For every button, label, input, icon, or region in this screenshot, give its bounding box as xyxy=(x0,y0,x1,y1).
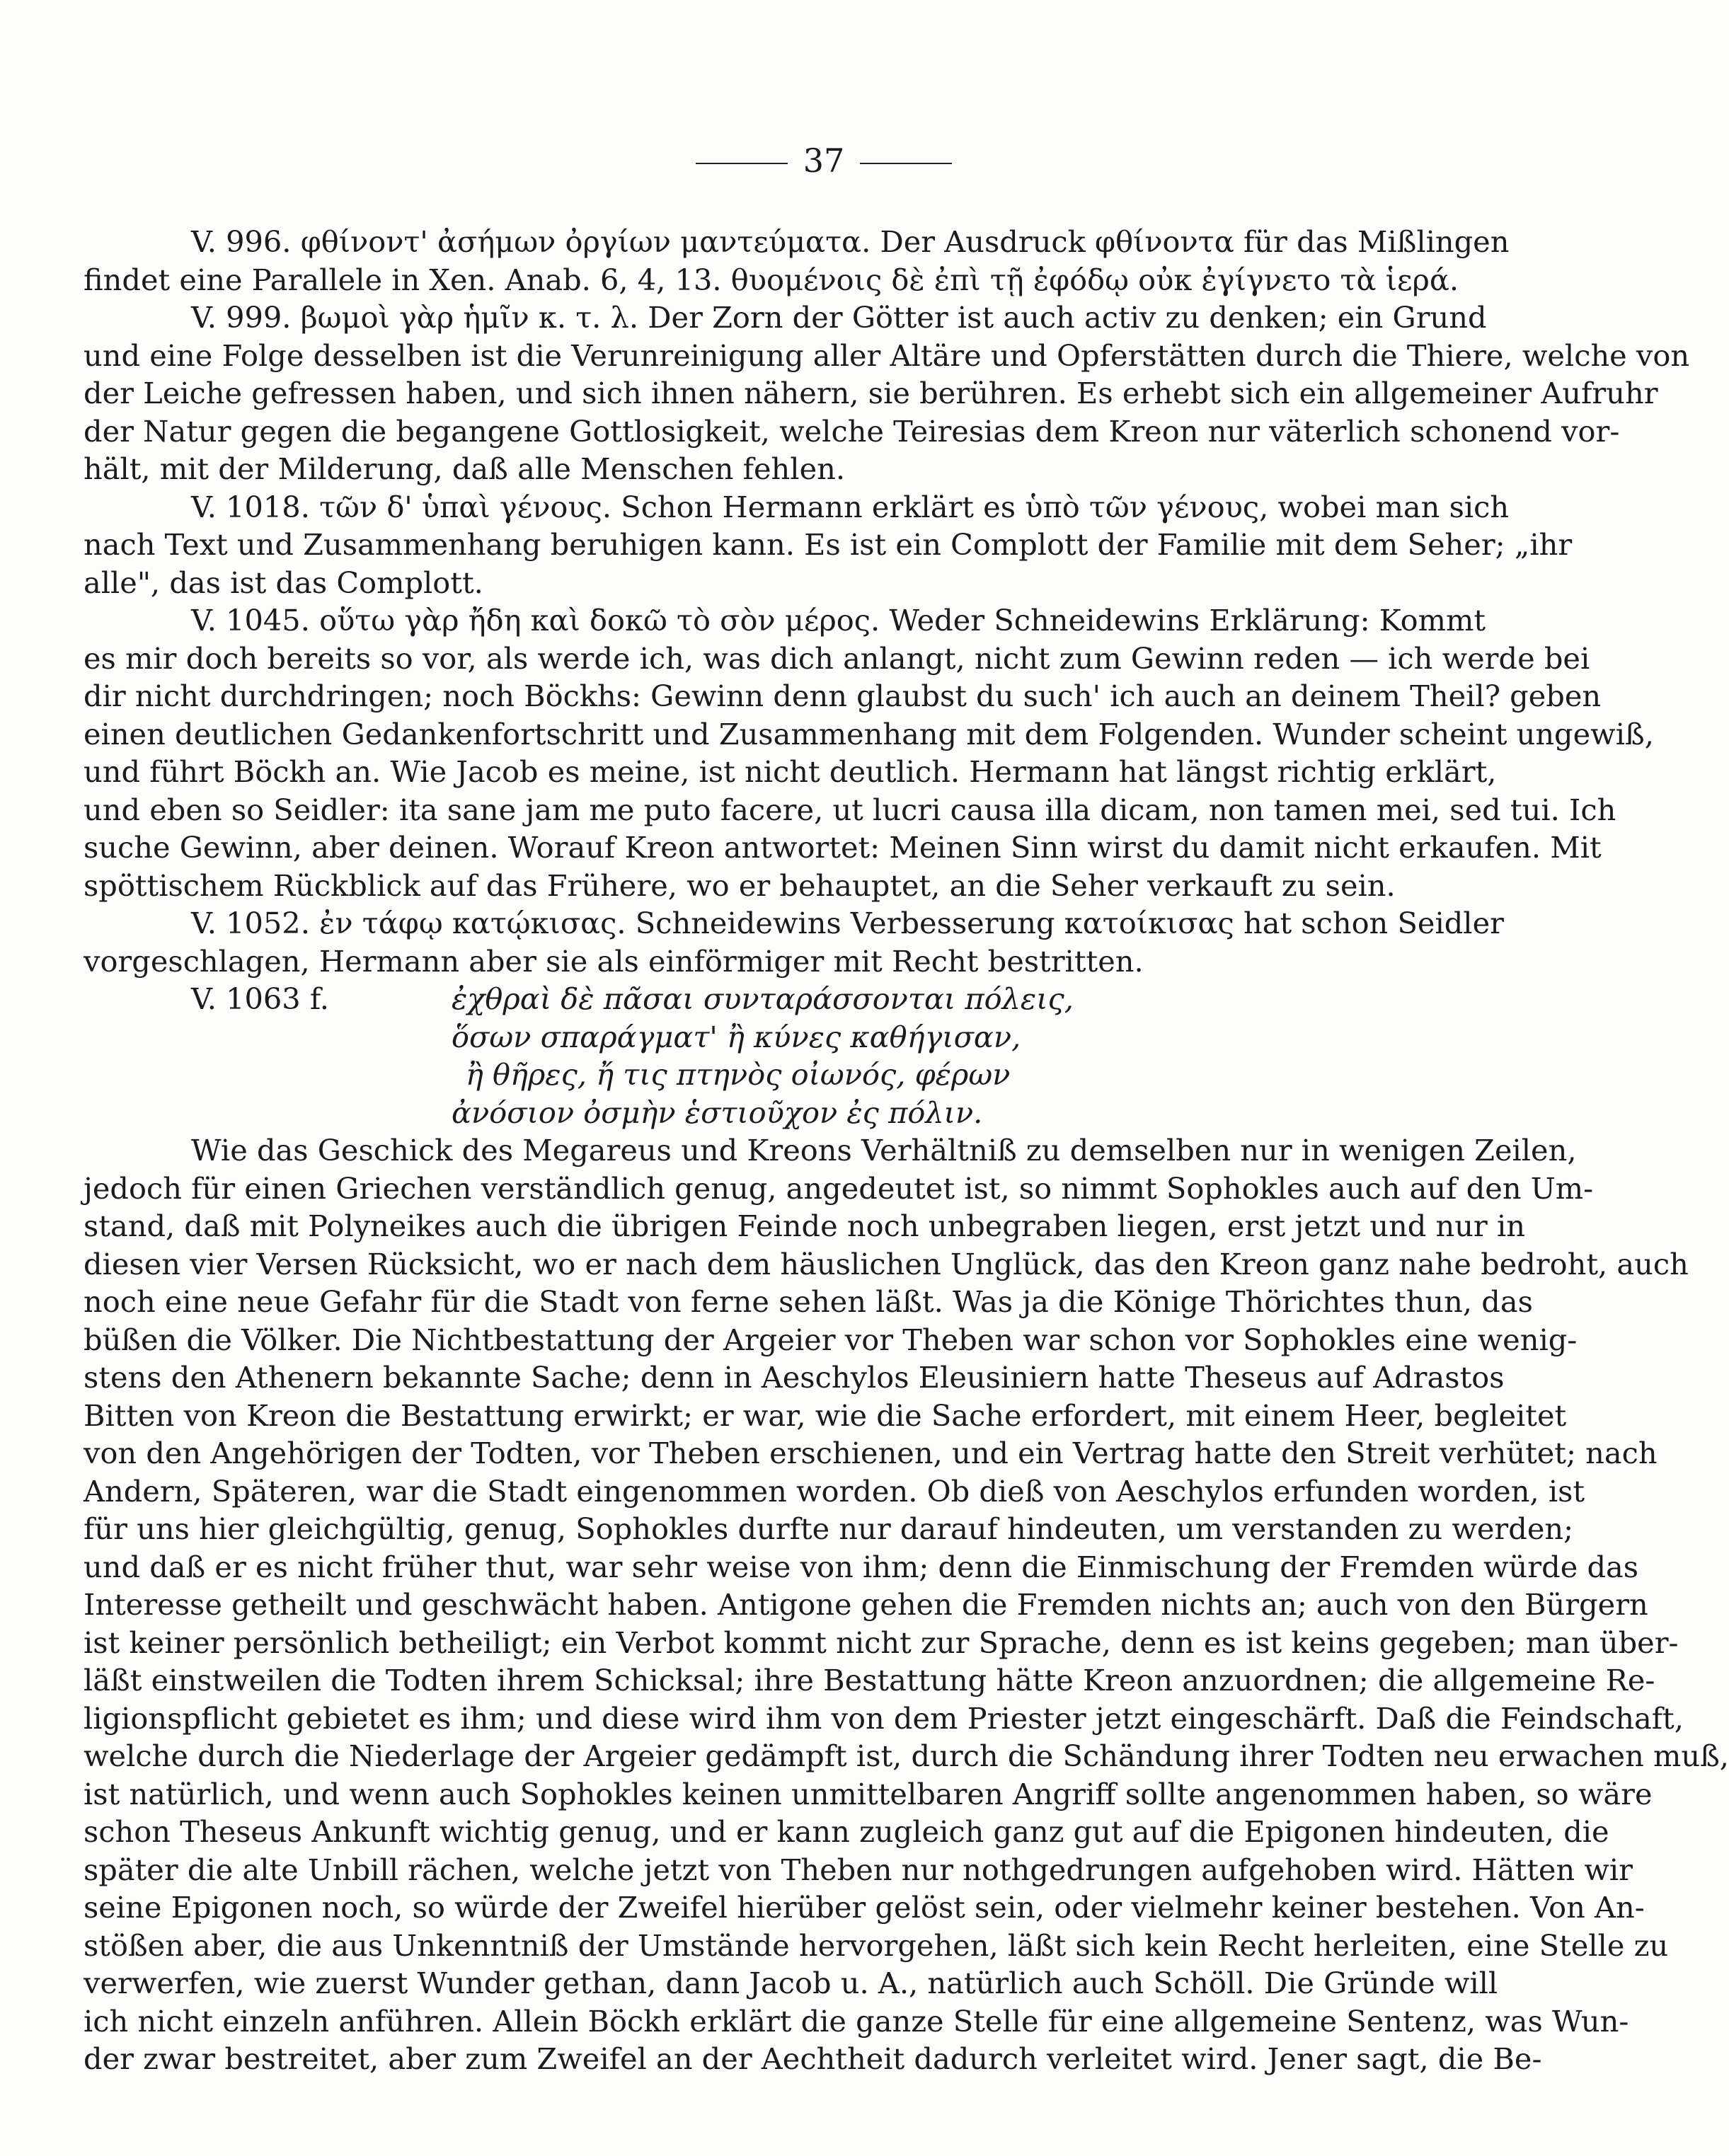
text-line: einen deutlichen Gedankenfortschritt und Zusammenhang mit dem Folgenden. Wunder scheint ungewiß, xyxy=(84,716,1654,751)
text-line: ich nicht einzeln anführen. Allein Böckh erklärt die ganze Stelle für eine allgemeine Sentenz, was Wun- xyxy=(84,2003,1629,2039)
verse-line: ἢ θῆρες, ἤ τις πτηνὸς οἰωνός, φέρων xyxy=(466,1057,1011,1092)
text-line: Bitten von Kreon die Bestattung erwirkt; er war, wie die Sache erfordert, mit einem Heer, begleitet xyxy=(84,1397,1567,1433)
text-line: V. 1045. οὕτω γὰρ ἤδη καὶ δοκῶ τὸ σὸν μέρος. Weder Schneidewins Erklärung: Kommt xyxy=(191,603,1486,638)
text-line: ist keiner persönlich betheiligt; ein Verbot kommt nicht zur Sprache, denn es ist keins gegeben; man über- xyxy=(84,1625,1679,1660)
text-line: schon Theseus Ankunft wichtig genug, und er kann zugleich ganz gut auf die Epigonen hindeuten, die xyxy=(84,1814,1609,1849)
text-line: Interesse getheilt und geschwächt haben. Antigone gehen die Fremden nichts an; auch von den Bürgern xyxy=(84,1587,1648,1622)
page-body xyxy=(84,223,1729,2078)
header-rule-right xyxy=(860,163,952,164)
text-line: und eine Folge desselben ist die Verunreinigung aller Altäre und Opferstätten durch die Thiere, welche von xyxy=(84,338,1690,373)
text-line: jedoch für einen Griechen verständlich genug, angedeutet ist, so nimmt Sophokles auch auf den Um- xyxy=(84,1170,1594,1206)
text-line: spöttischem Rückblick auf das Frühere, wo er behauptet, an die Seher verkauft zu sein. xyxy=(84,867,1396,903)
text-line: V. 996. φθίνοντ' ἀσήμων ὀργίων μαντεύματα. Der Ausdruck φθίνοντα für das Mißlingen xyxy=(191,224,1510,259)
verse-reference: V. 1063 f. xyxy=(191,981,329,1016)
text-line: vorgeschlagen, Hermann aber sie als einförmiger mit Recht bestritten. xyxy=(84,943,1144,979)
text-line: diesen vier Versen Rücksicht, wo er nach dem häuslichen Unglück, das den Kreon ganz nahe bedroht, auch xyxy=(84,1246,1689,1281)
text-line: stens den Athenern bekannte Sache; denn in Aeschylos Eleusiniern hatte Theseus auf Adrastos xyxy=(84,1360,1505,1395)
text-line: Wie das Geschick des Megareus und Kreons Verhältniß zu demselben nur in wenigen Zeilen, xyxy=(191,1133,1577,1168)
text-line: Andern, Späteren, war die Stadt eingenommen worden. Ob dieß von Aeschylos erfunden worden, ist xyxy=(84,1473,1585,1509)
text-line: und führt Böckh an. Wie Jacob es meine, ist nicht deutlich. Hermann hat längst richtig erklärt, xyxy=(84,754,1497,789)
verse-line: ὅσων σπαράγματ' ἢ κύνες καθήγισαν, xyxy=(452,1019,1021,1054)
text-line: büßen die Völker. Die Nichtbestattung der Argeier vor Theben war schon vor Sophokles eine wenig- xyxy=(84,1322,1578,1357)
text-line: V. 1018. τῶν δ' ὑπαὶ γένους. Schon Hermann erklärt es ὑπὸ τῶν γένους, wobei man sich xyxy=(191,489,1510,524)
text-line: der zwar bestreitet, aber zum Zweifel an der Aechtheit dadurch verleitet wird. Jener sagt, die Be- xyxy=(84,2041,1542,2076)
text-line: stand, daß mit Polyneikes auch die übrigen Feinde noch unbegraben liegen, erst jetzt und nur in xyxy=(84,1209,1525,1243)
text-line: V. 1052. ἐν τάφῳ κατῴκισας. Schneidewins Verbesserung κατοίκισας hat schon Seidler xyxy=(191,906,1504,940)
text-line: und daß er es nicht früher thut, war sehr weise von ihm; denn die Einmischung der Fremden würde das xyxy=(84,1549,1639,1584)
page-number: 37 xyxy=(803,142,845,180)
text-line: der Leiche gefressen haben, und sich ihnen nähern, sie berühren. Es erhebt sich ein allgemeiner Aufruhr xyxy=(84,376,1658,410)
verse-line: ἀνόσιον ὀσμὴν ἑστιοῦχον ἐς πόλιν. xyxy=(452,1095,983,1130)
text-line: seine Epigonen noch, so würde der Zweifel hierüber gelöst sein, oder vielmehr keiner bestehen. Von An- xyxy=(84,1890,1645,1925)
text-line: für uns hier gleichgültig, genug, Sophokles durfte nur darauf hindeuten, um verstanden zu werden; xyxy=(84,1511,1574,1546)
text-line: noch eine neue Gefahr für die Stadt von ferne sehen läßt. Was ja die Könige Thörichtes thun, das xyxy=(84,1284,1533,1319)
text-line: ist natürlich, und wenn auch Sophokles keinen unmittelbaren Angriff sollte angenommen haben, so wäre xyxy=(84,1776,1653,1811)
text-line: hält, mit der Milderung, daß alle Menschen fehlen. xyxy=(84,451,846,486)
text-line: dir nicht durchdringen; noch Böckhs: Gewinn denn glaubst du such' ich auch an deinem Theil? geben xyxy=(84,679,1602,713)
text-line: findet eine Parallele in Xen. Anab. 6, 4, 13. θυομένοις δὲ ἐπὶ τῇ ἐφόδῳ οὐκ ἐγίγνετο τὰ ἱερά. xyxy=(84,262,1459,297)
text-line: der Natur gegen die begangene Gottlosigkeit, welche Teiresias dem Kreon nur väterlich schonend vor- xyxy=(84,413,1620,449)
text-line: später die alte Unbill rächen, welche jetzt von Theben nur nothgedrungen aufgehoben wird. Hätten wir xyxy=(84,1852,1633,1887)
text-line: stößen aber, die aus Unkenntniß der Umstände hervorgehen, läßt sich kein Recht herleiten, eine Stelle zu xyxy=(84,1927,1669,1963)
verse-line xyxy=(84,980,1391,1018)
text-line: alle", das ist das Complott. xyxy=(84,565,483,600)
text-line: nach Text und Zusammenhang beruhigen kann. Es ist ein Complott der Familie mit dem Seher; „ihr xyxy=(84,527,1573,562)
text-line: von den Angehörigen der Todten, vor Theben erschienen, und ein Vertrag hatte den Streit verhütet; nach xyxy=(84,1436,1658,1470)
text-line: suche Gewinn, aber deinen. Worauf Kreon antwortet: Meinen Sinn wirst du damit nicht erkaufen. Mit xyxy=(84,830,1602,865)
page-header xyxy=(0,142,1648,180)
text-line: und eben so Seidler: ita sane jam me puto facere, ut lucri causa illa dicam, non tamen mei, sed tui. Ich xyxy=(84,792,1616,827)
text-line: es mir doch bereits so vor, als werde ich, was dich anlangt, nicht zum Gewinn reden — ich werde bei xyxy=(84,640,1590,676)
text-line: ligionspflicht gebietet es ihm; und diese wird ihm von dem Priester jetzt eingeschärft. Daß die Feindschaft, xyxy=(84,1700,1684,1736)
text-line: verwerfen, wie zuerst Wunder gethan, dann Jacob u. A., natürlich auch Schöll. Die Gründe will xyxy=(84,1966,1498,2000)
text-line: welche durch die Niederlage der Argeier gedämpft ist, durch die Schändung ihrer Todten neu erwachen muß, xyxy=(84,1739,1729,1773)
header-rule-left xyxy=(696,163,788,164)
verse-text: ἐχθραὶ δὲ πᾶσαι συνταράσσονται πόλεις, xyxy=(452,981,1074,1016)
text-line: läßt einstweilen die Todten ihrem Schicksal; ihre Bestattung hätte Kreon anzuordnen; die allgemeine Re- xyxy=(84,1663,1655,1697)
text-line: V. 999. βωμοὶ γὰρ ἡμῖν κ. τ. λ. Der Zorn der Götter ist auch activ zu denken; ein Grund xyxy=(191,300,1487,335)
